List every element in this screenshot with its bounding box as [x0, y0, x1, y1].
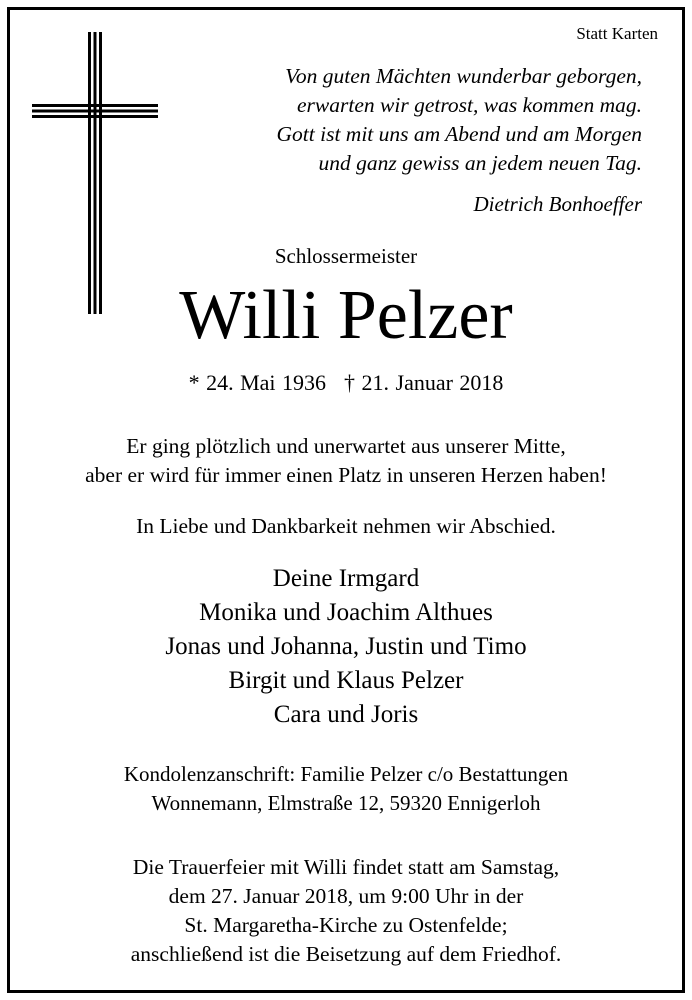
tribute-text	[0, 432, 692, 490]
poem	[277, 62, 643, 178]
tribute-line: Er ging plötzlich und unerwartet aus unserer Mitte,	[126, 434, 566, 458]
condolence-line: Wonnemann, Elmstraße 12, 59320 Ennigerloh	[151, 791, 541, 815]
life-dates	[0, 370, 692, 396]
poem-line: erwarten wir getrost, was kommen mag.	[297, 93, 642, 117]
poem-line: und ganz gewiss an jedem neuen Tag.	[318, 151, 642, 175]
service-line: St. Margaretha-Kirche zu Ostenfelde;	[184, 913, 508, 937]
service-line: dem 27. Januar 2018, um 9:00 Uhr in der	[168, 884, 524, 908]
family-member: Cara und Joris	[273, 701, 419, 728]
header-note: Statt Karten	[576, 24, 658, 43]
birth-date: * 24. Mai 1936	[188, 370, 327, 395]
poem-line: Von guten Mächten wunderbar geborgen,	[285, 64, 642, 88]
profession: Schlossermeister	[274, 244, 418, 268]
death-date: † 21. Januar 2018	[344, 370, 504, 395]
condolence-address	[0, 760, 692, 818]
family-member: Jonas und Johanna, Justin und Timo	[165, 633, 527, 660]
family-list	[0, 562, 692, 732]
service-info	[0, 853, 692, 969]
condolence-line: Kondolenzanschrift: Familie Pelzer c/o Bestattungen	[123, 762, 569, 786]
service-line: anschließend ist die Beisetzung auf dem Friedhof.	[130, 942, 562, 966]
farewell-text: In Liebe und Dankbarkeit nehmen wir Abschied.	[136, 514, 556, 538]
deceased-name: Willi Pelzer	[179, 277, 513, 354]
poem-line: Gott ist mit uns am Abend und am Morgen	[276, 122, 642, 146]
family-member: Deine Irmgard	[272, 565, 420, 592]
family-member: Monika und Joachim Althues	[199, 599, 493, 626]
tribute-line: aber er wird für immer einen Platz in unseren Herzen haben!	[85, 463, 607, 487]
poem-author: Dietrich Bonhoeffer	[473, 192, 642, 216]
family-member: Birgit und Klaus Pelzer	[228, 667, 464, 694]
service-line: Die Trauerfeier mit Willi findet statt am Samstag,	[132, 855, 560, 879]
